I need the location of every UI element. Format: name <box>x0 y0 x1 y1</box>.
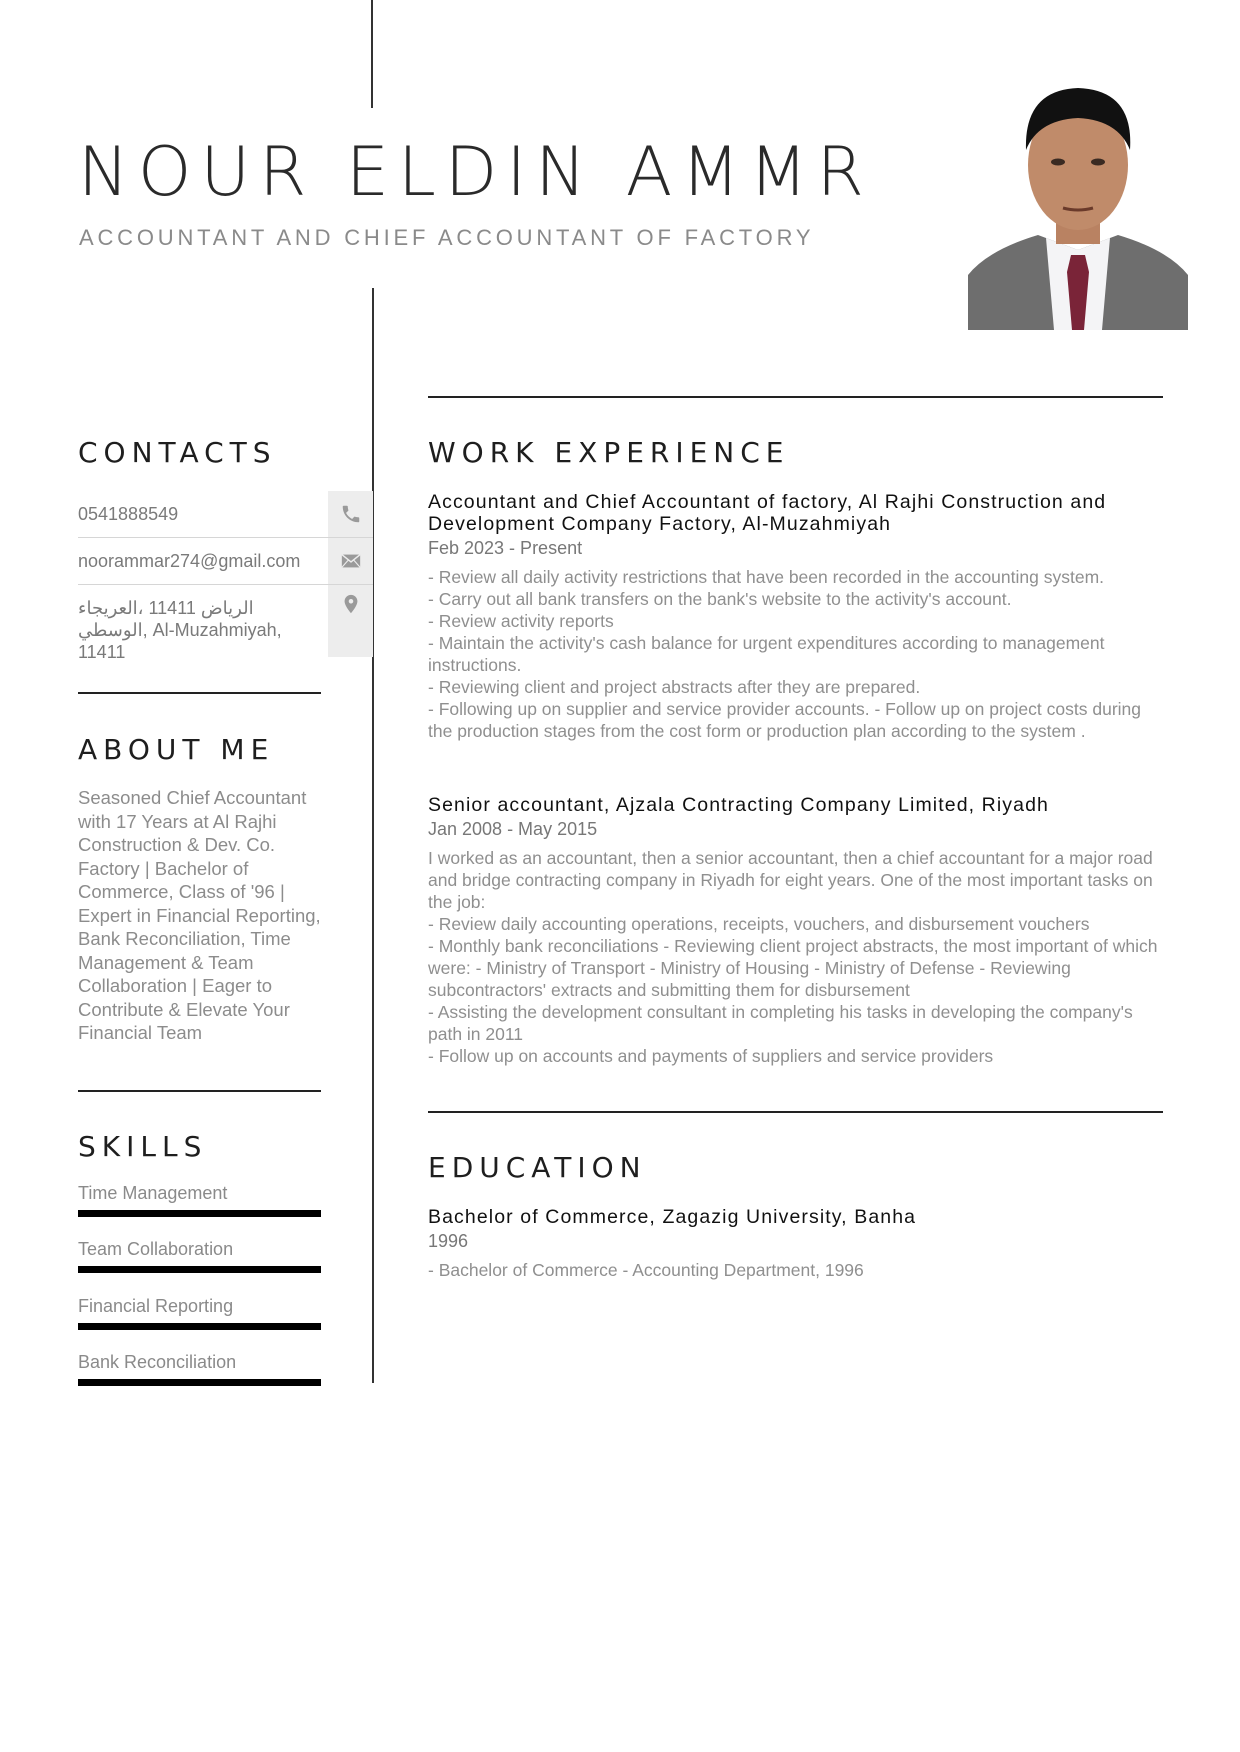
job-title: Accountant and Chief Accountant of factory, Al Rajhi Construction and Development Company Factory, Al-Muzahmiyah <box>428 491 1107 535</box>
skill-bar-fill <box>78 1210 321 1217</box>
left-divider-1 <box>78 692 321 694</box>
about-text: Seasoned Chief Accountant with 17 Years at Al Rajhi Construction & Dev. Co. Factory | Bachelor of Commerce, Class of '96 | Expert in Financial Reporting, Bank Reconciliation, Time Management & Team Collaboration | Eager to Contribute & Elevate Your Financial Team <box>78 787 321 1043</box>
education-entry <box>428 1206 1168 1281</box>
skill-bar-fill <box>78 1323 321 1330</box>
skill-item <box>78 1238 321 1273</box>
work-experience-heading: WORK EXPERIENCE <box>428 436 790 469</box>
skill-bar <box>78 1210 321 1217</box>
skill-bar-fill <box>78 1379 321 1386</box>
contacts-list <box>78 491 373 662</box>
about-heading: ABOUT ME <box>78 733 275 766</box>
mail-icon <box>328 538 373 584</box>
skill-bar <box>78 1379 321 1386</box>
education-heading: EDUCATION <box>428 1151 647 1184</box>
phone-icon <box>328 491 373 537</box>
skill-label: Team Collaboration <box>78 1239 234 1259</box>
profile-photo-image <box>968 50 1188 330</box>
right-divider-bottom <box>428 1111 1163 1113</box>
header-top-divider <box>371 0 373 108</box>
contact-address <box>78 585 373 662</box>
skill-bar <box>78 1266 321 1273</box>
candidate-name: NOUR ELDIN AMMR <box>78 133 873 212</box>
job-date: Feb 2023 - Present <box>428 538 583 558</box>
skill-item <box>78 1351 321 1386</box>
candidate-title: ACCOUNTANT AND CHIEF ACCOUNTANT OF FACTORY <box>79 225 815 250</box>
education-description: - Bachelor of Commerce - Accounting Department, 1996 <box>428 1260 864 1280</box>
job-entry <box>428 794 1168 1067</box>
right-divider-top <box>428 396 1163 398</box>
column-divider <box>372 288 374 1383</box>
location-icon <box>328 585 373 657</box>
contact-email <box>78 538 373 585</box>
skill-bar <box>78 1323 321 1330</box>
skill-item <box>78 1182 321 1217</box>
contact-phone <box>78 491 373 538</box>
job-entry <box>428 491 1168 742</box>
education-date: 1996 <box>428 1231 469 1251</box>
contacts-heading: CONTACTS <box>78 436 277 469</box>
job-description: - Review all daily activity restrictions that have been recorded in the accounting system. - Carry out all bank transfers on the bank's website to the activity's account. - Review activity reports - Maintain the activity's cash balance for urgent expenditures according to management instructions. - Reviewing client and project abstracts after they are prepared. - Following up on supplier and service provider accounts. - Follow up on project costs during the production stages from the cost form or production plan according to the system . <box>428 567 1141 741</box>
phone-text[interactable]: 0541888549 <box>78 504 179 524</box>
job-description: I worked as an accountant, then a senior accountant, then a chief accountant for a major road and bridge contracting company in Riyadh for eight years. One of the most important tasks on the job: - Review daily accounting operations, receipts, vouchers, and disbursement vouchers - Monthly bank reconciliations - Reviewing client project abstracts, the most important of which were: - Ministry of Transport - Ministry of Housing - Ministry of Defense - Reviewing subcontractors' extracts and submitting them for disbursement - Assisting the development consultant in completing his tasks in developing the company's path in 2011 - Follow up on accounts and payments of suppliers and service providers <box>428 848 1158 1066</box>
job-date: Jan 2008 - May 2015 <box>428 819 598 839</box>
address-text: الرياض 11411 ،العريجاء الوسطي, Al-Muzahmiyah, 11411 <box>78 598 282 662</box>
skill-label: Time Management <box>78 1183 228 1203</box>
job-title: Senior accountant, Ajzala Contracting Company Limited, Riyadh <box>428 794 1049 816</box>
email-text[interactable]: noorammar274@gmail.com <box>78 551 301 571</box>
skill-bar-fill <box>78 1266 321 1273</box>
education-title: Bachelor of Commerce, Zagazig University, Banha <box>428 1206 917 1228</box>
skill-label: Financial Reporting <box>78 1296 234 1316</box>
skill-item <box>78 1295 321 1330</box>
left-divider-2 <box>78 1090 321 1092</box>
skills-heading: SKILLS <box>78 1130 208 1163</box>
profile-photo <box>968 50 1188 330</box>
skill-label: Bank Reconciliation <box>78 1352 237 1372</box>
